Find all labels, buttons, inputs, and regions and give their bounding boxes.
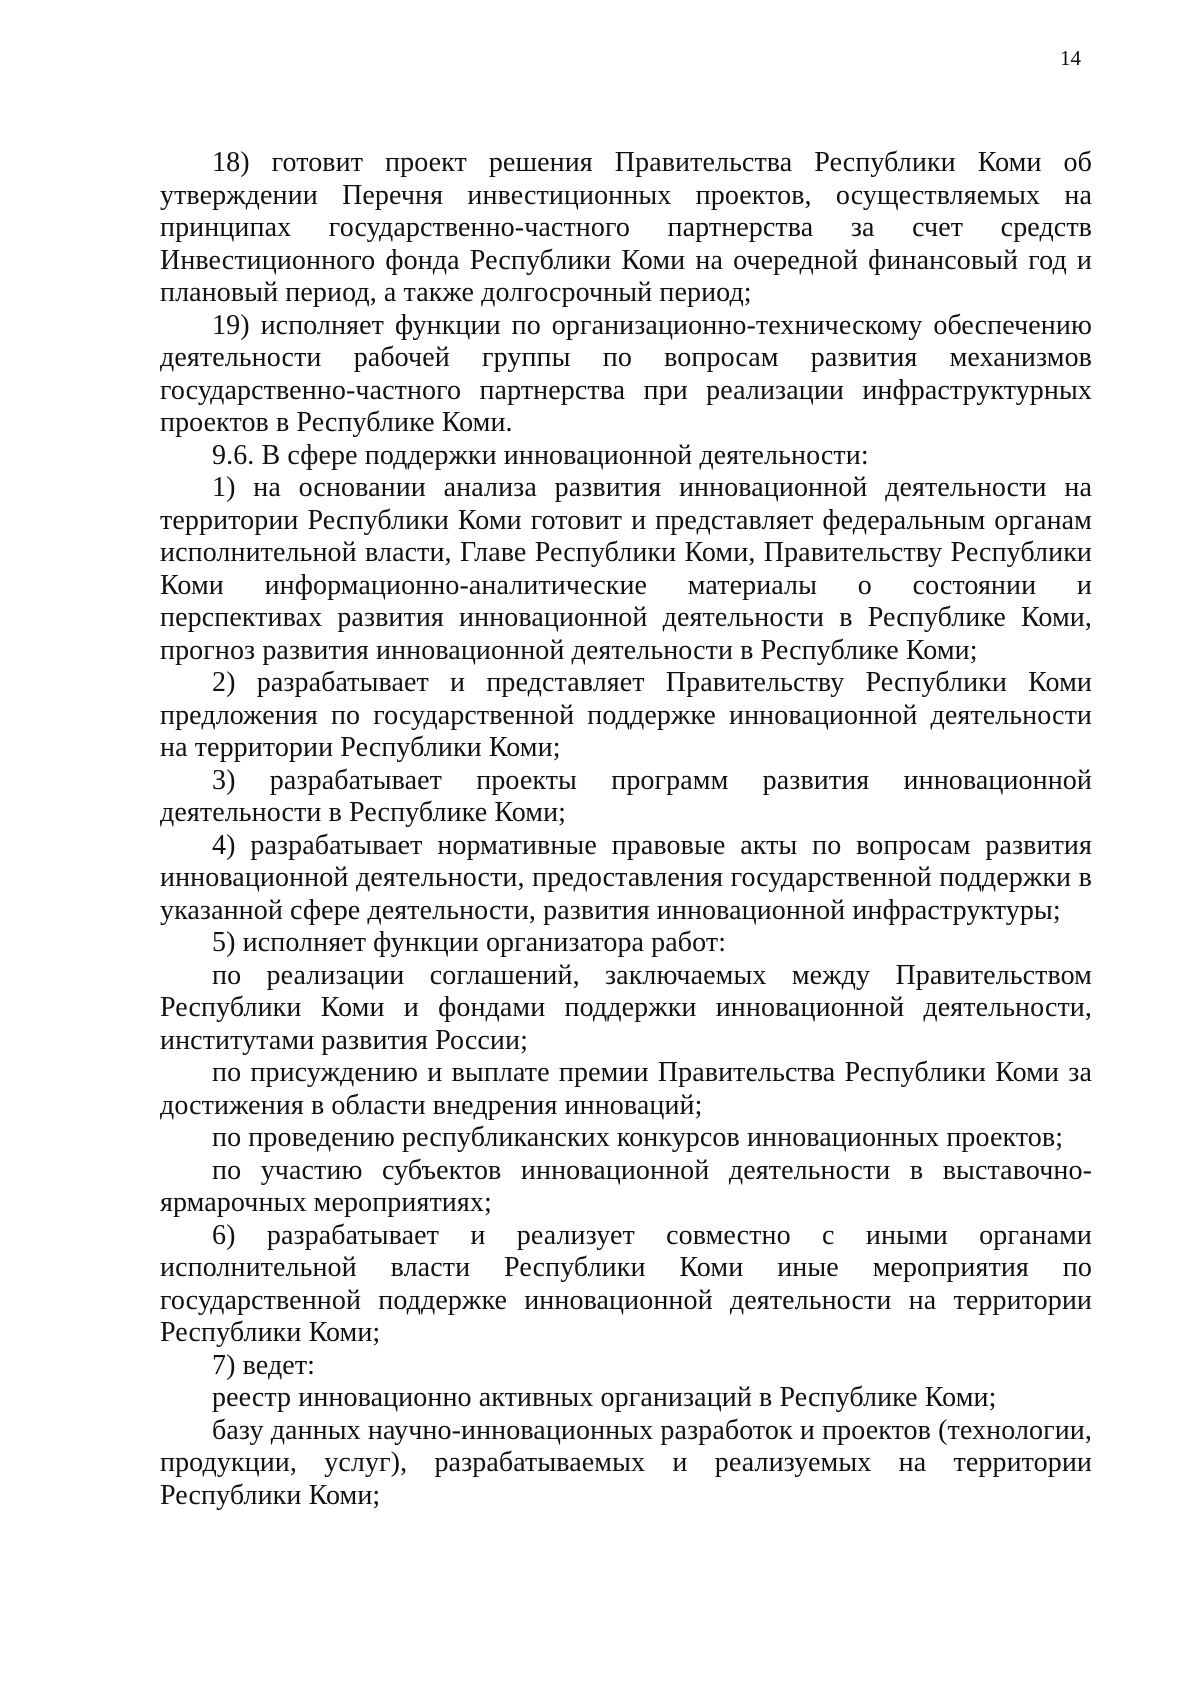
subparagraph-database: базу данных научно-инновационных разработок и проектов (технологии, продукции, услуг), разрабатываемых и реализуемых на территории Республики Коми;	[160, 1414, 1092, 1511]
paragraph-item-18: 18) готовит проект решения Правительства Республики Коми об утверждении Перечня инвестиционных проектов, осуществляемых на принципах государственно-частного партнерства за счет средств Инвестиционного фонда Республики Коми на очередной финансовый год и плановый период, а также долгосрочный период;	[160, 147, 1092, 308]
paragraph-item-1: 1) на основании анализа развития инновационной деятельности на территории Республики Коми готовит и представляет федеральным органам исполнительной власти, Главе Республики Коми, Правительству Республики Коми информационно-аналитические материалы о состоянии и перспективах развития инновационной деятельности в Республике Коми, прогноз развития инновационной деятельности в Республике Коми;	[160, 472, 1092, 666]
paragraph-item-4: 4) разрабатывает нормативные правовые акты по вопросам развития инновационной деятельности, предоставления государственной поддержки в указанной сфере деятельности, развития инновационной инфраструктуры;	[160, 829, 1092, 926]
subparagraph-registry: реестр инновационно активных организаций в Республике Коми;	[212, 1382, 997, 1413]
paragraph-item-7: 7) ведет:	[212, 1349, 316, 1381]
paragraph-item-5: 5) исполняет функции организатора работ:	[212, 927, 727, 958]
subparagraph-contests: по проведению республиканских конкурсов инновационных проектов;	[212, 1122, 1064, 1153]
paragraph-item-3: 3) разрабатывает проекты программ развития инновационной деятельности в Республике Коми;	[160, 764, 1092, 828]
section-heading-9-6: 9.6. В сфере поддержки инновационной деятельности:	[212, 439, 869, 471]
document-body	[160, 147, 1092, 1512]
paragraph-item-19: 19) исполняет функции по организационно-техническому обеспечению деятельности рабочей группы по вопросам развития механизмов государственно-частного партнерства при реализации инфраструктурных проектов в Республике Коми.	[160, 309, 1092, 438]
subparagraph-award: по присуждению и выплате премии Правительства Республики Коми за достижения в области внедрения инноваций;	[160, 1057, 1092, 1121]
page-number: 14	[1060, 46, 1081, 70]
subparagraph-agreements: по реализации соглашений, заключаемых между Правительством Республики Коми и фондами поддержки инновационной деятельности, институтами развития России;	[160, 959, 1092, 1056]
paragraph-item-2: 2) разрабатывает и представляет Правительству Республики Коми предложения по государственной поддержке инновационной деятельности на территории Республики Коми;	[160, 667, 1092, 763]
paragraph-item-6: 6) разрабатывает и реализует совместно с иными органами исполнительной власти Республики Коми иные мероприятия по государственной поддержке инновационной деятельности на территории Республики Коми;	[160, 1219, 1092, 1348]
subparagraph-exhibitions: по участию субъектов инновационной деятельности в выставочно-ярмарочных мероприятиях;	[160, 1154, 1092, 1218]
